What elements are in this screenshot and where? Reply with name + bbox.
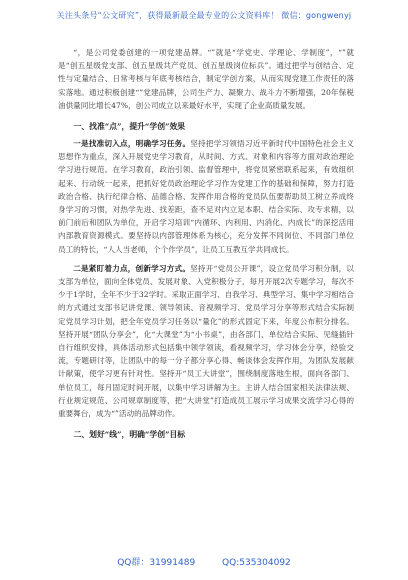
paragraph-lead: 二是紧盯着力点，创新学习方式。 [73,263,191,273]
footer-qq-group: QQ群：31991489 [117,558,196,568]
header-banner: 关注头条号“公文研究”，获得最新最全最专业的公文资料库！ 微信：gongwenyj [56,11,352,20]
paragraph-text: 坚持把学习领悟习近平新时代中国特色社会主义思想作为重点，深入开展党史学习教育，从时间、方式、对象和内容等方面对政治理论学习进行规范。在学习教育，政治引领、监督管理中，将党员紧密联系起来，有效组织起来、行动统一起来，把抓好党员政治理论学习作为党建工作的基础和保障，努力打造政治合格、执行纪律合格、品德合格、发挥作用合格的党员队伍要帮助员工树立养成终身学习的习惯，对热学先进、找差距，查不足对内立足本职、结合实际、攻专求精，以前门前后和团队为单位，开启学习培训“内循环、内利用、内消化、内成长”的深挖活用内部教育资源模式。要坚持以内部管理体系为核心，充分发挥不同岗位、不同部门单位员工的特长，“人人当老师，个个作学员”，让员工互教互学共同成长。 [58,139,354,254]
section-1-heading: 一、找准“点”，提升“学创”效果 [73,122,186,132]
section-1-paragraph-1 [58,137,354,256]
footer-qq: QQ:535304092 [222,558,291,568]
section-2-heading: 二、划好“线”，明确“学创”目标 [73,430,186,440]
section-1-paragraph-2 [58,262,354,420]
document-body [58,46,354,445]
intro-paragraph: “，是公司党委创建的一项党建品牌。“”就是“学党史、学理论、学制度”，“”就是“创五星级党支部、创五星级共产党员、创五星级岗位标兵”。通过把学与创结合、定性与定量结合、日常考核与年底考核结合，制定学创方案，从而实现党建工作责任的落实落地。通过积极创建“”党建品牌，公司生产力、凝聚力、战斗力不断增强，20年保税油供量同比增长47%，创公司成立以来最好水平，实现了企业高质量发展。 [58,48,354,110]
paragraph-lead: 一是找准切入点，明确学习任务。 [73,139,191,149]
paragraph-text: 坚持开“党员公开课”，设立党员学习积分制，以支部为单位，面向全体党员、发展对象、入党积极分子，每月开展2次专题学习，每次不少于1学时，全年不少于32学时。采取正面学习、自我学习、典型学习、集中学习相结合的方式通过支部书记讲党课、领导领读、音视频学习、党员学习分享等形式结合实际制定党员学习计划，把全年党员学习任务以“量化”的形式固定下来，年度公布积分排名。坚持开展“团队分享会”，化“大课堂”为“小书桌”，由各部门、单位结合实际、见缝插针自行组织安排，具体活动形式包括集中领学领读，看视频学习，学习体会分享，经验交流，专题研讨等，让团队中的每一分子都分享心得、畅谈体会发挥作用，为团队发展献计献策，使学习更有针对性。坚持开“员工大讲堂”，围绕制度落地生根，面向各部门、单位员工，每月固定时间开展，以集中学习讲解为主。主讲人结合国家相关法律法规、行业规定规范、公司规章制度等，把“大讲堂”打造成员工展示学习成果交流学习心得的重要舞台，成为“”活动的品牌动作。 [58,263,355,419]
footer-contact [0,555,408,568]
